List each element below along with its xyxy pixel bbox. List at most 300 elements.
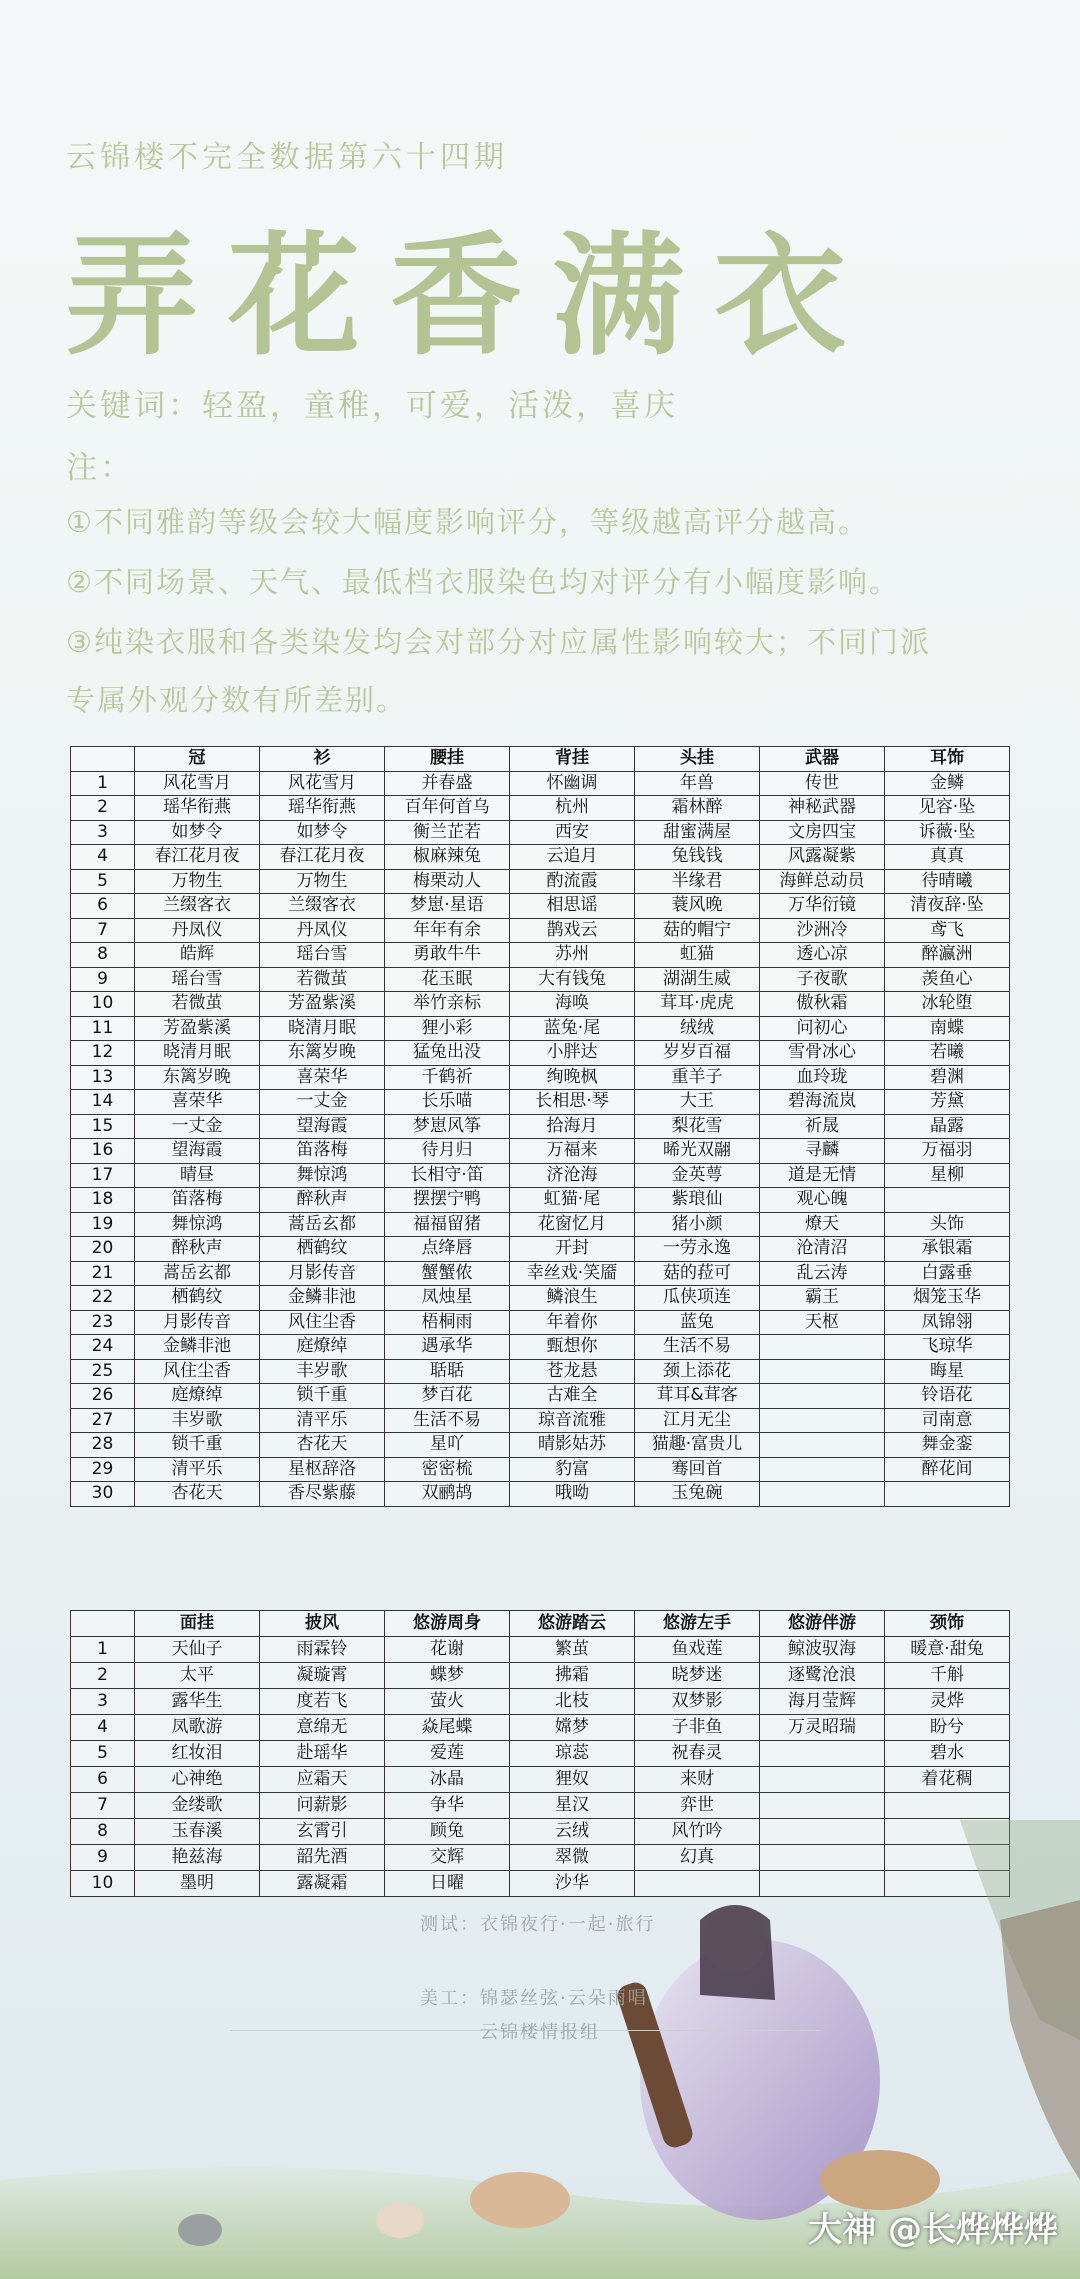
item-cell: 天枢 <box>760 1310 885 1335</box>
item-cell: 长乐喵 <box>385 1090 510 1115</box>
item-cell: 焱尾蝶 <box>385 1715 510 1741</box>
item-cell: 花玉眠 <box>385 967 510 992</box>
item-cell: 冰晶 <box>385 1767 510 1793</box>
table-row <box>71 894 1010 919</box>
table-header-row <box>71 1611 1010 1637</box>
item-cell: 金缕歌 <box>135 1793 260 1819</box>
item-cell: 若微茧 <box>135 992 260 1017</box>
item-cell: 猛兔出没 <box>385 1041 510 1066</box>
rank-cell: 17 <box>71 1163 135 1188</box>
item-cell: 茸耳·虎虎 <box>635 992 760 1017</box>
item-cell: 蟹蟹侬 <box>385 1261 510 1286</box>
item-cell: 庭燎绰 <box>135 1384 260 1409</box>
item-cell: 日曜 <box>385 1871 510 1897</box>
rank-cell: 24 <box>71 1335 135 1360</box>
item-cell: 舞惊鸿 <box>260 1163 385 1188</box>
column-header: 头挂 <box>635 747 760 772</box>
item-cell: 诉薇·坠 <box>885 820 1010 845</box>
column-header: 悠游伴游 <box>760 1611 885 1637</box>
item-cell: 祈晟 <box>760 1114 885 1139</box>
table-row <box>71 1408 1010 1433</box>
item-cell: 长相守·笛 <box>385 1163 510 1188</box>
table-row <box>71 1663 1010 1689</box>
item-cell: 蒿岳玄都 <box>260 1212 385 1237</box>
item-cell: 勇敢牛牛 <box>385 943 510 968</box>
item-cell: 意绵无 <box>260 1715 385 1741</box>
item-cell: 万物生 <box>260 869 385 894</box>
item-cell: 甜蜜满屋 <box>635 820 760 845</box>
item-cell: 争华 <box>385 1793 510 1819</box>
item-cell: 星枢辞洛 <box>260 1457 385 1482</box>
item-cell: 凤歌游 <box>135 1715 260 1741</box>
item-cell: 拂霜 <box>510 1663 635 1689</box>
credit-tester: 测试：衣锦夜行·一起·旅行 <box>420 1914 656 1935</box>
item-cell: 海唤 <box>510 992 635 1017</box>
item-cell: 万灵昭瑞 <box>760 1715 885 1741</box>
item-cell: 碧海流岚 <box>760 1090 885 1115</box>
note-line-3: ③纯染衣服和各类染发均会对部分对应属性影响较大；不同门派 <box>66 625 931 659</box>
item-cell: 风竹吟 <box>635 1819 760 1845</box>
item-cell: 豹富 <box>510 1457 635 1482</box>
rank-cell: 3 <box>71 820 135 845</box>
item-cell: 一丈金 <box>135 1114 260 1139</box>
item-cell: 清平乐 <box>135 1457 260 1482</box>
table-row <box>71 1114 1010 1139</box>
table-row <box>71 1689 1010 1715</box>
table-row <box>71 845 1010 870</box>
table-row <box>71 1041 1010 1066</box>
rank-cell: 9 <box>71 1845 135 1871</box>
table-row <box>71 943 1010 968</box>
item-cell: 飞琼华 <box>885 1335 1010 1360</box>
item-cell: 冰轮堕 <box>885 992 1010 1017</box>
item-cell: 逐鹭沧浪 <box>760 1663 885 1689</box>
item-cell: 千斛 <box>885 1663 1010 1689</box>
item-cell: 弈世 <box>635 1793 760 1819</box>
item-cell: 梅栗动人 <box>385 869 510 894</box>
column-header: 悠游周身 <box>385 1611 510 1637</box>
item-cell: 蒿岳玄都 <box>135 1261 260 1286</box>
note-line-2: ②不同场景、天气、最低档衣服染色均对评分有小幅度影响。 <box>66 565 900 599</box>
item-cell: 风花雪月 <box>260 771 385 796</box>
item-cell: 大有钱兔 <box>510 967 635 992</box>
item-cell: 杏花天 <box>260 1433 385 1458</box>
item-cell: 杭州 <box>510 796 635 821</box>
item-cell: 万物生 <box>135 869 260 894</box>
item-cell: 笛落梅 <box>135 1188 260 1213</box>
item-cell: 望海霞 <box>260 1114 385 1139</box>
item-cell: 神秘武器 <box>760 796 885 821</box>
item-cell: 酌流霞 <box>510 869 635 894</box>
item-cell: 祝春灵 <box>635 1741 760 1767</box>
table-row <box>71 1163 1010 1188</box>
rank-cell: 26 <box>71 1384 135 1409</box>
item-cell: 梦百花 <box>385 1384 510 1409</box>
item-cell: 晓清月眠 <box>260 1016 385 1041</box>
table-row <box>71 1310 1010 1335</box>
item-cell: 庭燎绰 <box>260 1335 385 1360</box>
rank-cell: 9 <box>71 967 135 992</box>
item-cell: 望海霞 <box>135 1139 260 1164</box>
item-cell: 栖鹤纹 <box>135 1286 260 1311</box>
item-cell: 文房四宝 <box>760 820 885 845</box>
item-cell: 骞回首 <box>635 1457 760 1482</box>
rank-cell: 27 <box>71 1408 135 1433</box>
item-cell: 开封 <box>510 1237 635 1262</box>
item-cell: 醉秋声 <box>260 1188 385 1213</box>
column-header: 颈饰 <box>885 1611 1010 1637</box>
item-cell: 丰岁歌 <box>135 1408 260 1433</box>
item-cell: 燎天 <box>760 1212 885 1237</box>
rank-cell: 28 <box>71 1433 135 1458</box>
item-cell: 傲秋霜 <box>760 992 885 1017</box>
item-cell: 西安 <box>510 820 635 845</box>
item-cell <box>760 1793 885 1819</box>
item-cell: 北枝 <box>510 1689 635 1715</box>
item-cell: 艳兹海 <box>135 1845 260 1871</box>
rank-cell: 29 <box>71 1457 135 1482</box>
item-cell: 苏州 <box>510 943 635 968</box>
item-cell: 春江花月夜 <box>135 845 260 870</box>
item-cell: 醉秋声 <box>135 1237 260 1262</box>
table-row <box>71 1090 1010 1115</box>
item-cell: 芳盈紫溪 <box>260 992 385 1017</box>
item-cell <box>760 1384 885 1409</box>
item-cell: 瑶华衔燕 <box>260 796 385 821</box>
item-cell: 舞惊鸿 <box>135 1212 260 1237</box>
item-cell: 翠微 <box>510 1845 635 1871</box>
item-cell: 紫琅仙 <box>635 1188 760 1213</box>
table-row <box>71 820 1010 845</box>
item-cell: 百年何首乌 <box>385 796 510 821</box>
item-cell: 墨明 <box>135 1871 260 1897</box>
rank-cell: 18 <box>71 1188 135 1213</box>
column-header: 悠游踏云 <box>510 1611 635 1637</box>
item-cell: 摆摆宁鸭 <box>385 1188 510 1213</box>
rank-cell: 5 <box>71 1741 135 1767</box>
item-cell: 星柳 <box>885 1163 1010 1188</box>
item-cell: 年年有余 <box>385 918 510 943</box>
rank-cell: 21 <box>71 1261 135 1286</box>
item-cell: 鱼戏莲 <box>635 1637 760 1663</box>
item-cell: 怀幽调 <box>510 771 635 796</box>
item-cell: 沧清沼 <box>760 1237 885 1262</box>
item-cell: 万福羽 <box>885 1139 1010 1164</box>
rank-cell: 7 <box>71 918 135 943</box>
item-cell: 蓝兔 <box>635 1310 760 1335</box>
item-cell: 绒绒 <box>635 1016 760 1041</box>
issue-subtitle: 云锦楼不完全数据第六十四期 <box>66 140 508 175</box>
item-cell: 金鳞 <box>885 771 1010 796</box>
item-cell: 海鲜总动员 <box>760 869 885 894</box>
rank-cell: 14 <box>71 1090 135 1115</box>
item-cell: 金英萼 <box>635 1163 760 1188</box>
rank-cell: 22 <box>71 1286 135 1311</box>
column-header <box>71 1611 135 1637</box>
item-cell: 霸王 <box>760 1286 885 1311</box>
credit-artist: 美工：锦瑟丝弦·云朵雨唱 <box>420 1988 648 2009</box>
item-cell: 心神绝 <box>135 1767 260 1793</box>
item-cell: 问薪影 <box>260 1793 385 1819</box>
rank-cell: 12 <box>71 1041 135 1066</box>
item-cell: 嫦梦 <box>510 1715 635 1741</box>
item-cell: 蓑风晚 <box>635 894 760 919</box>
item-cell <box>760 1741 885 1767</box>
item-cell: 凤烛星 <box>385 1286 510 1311</box>
item-cell: 待月归 <box>385 1139 510 1164</box>
item-cell: 南蝶 <box>885 1016 1010 1041</box>
column-header: 披风 <box>260 1611 385 1637</box>
item-cell: 喜荣华 <box>135 1090 260 1115</box>
item-cell: 风住尘香 <box>260 1310 385 1335</box>
item-cell <box>760 1767 885 1793</box>
column-header <box>71 747 135 772</box>
item-cell: 瑶华衔燕 <box>135 796 260 821</box>
item-cell: 海月莹辉 <box>760 1689 885 1715</box>
item-cell: 点绛唇 <box>385 1237 510 1262</box>
item-cell: 梨花雪 <box>635 1114 760 1139</box>
item-cell: 萤火 <box>385 1689 510 1715</box>
item-cell: 星汉 <box>510 1793 635 1819</box>
item-cell: 丹凤仪 <box>260 918 385 943</box>
item-cell: 梦崽风筝 <box>385 1114 510 1139</box>
rank-cell: 25 <box>71 1359 135 1384</box>
item-cell: 杏花天 <box>135 1482 260 1507</box>
column-header: 悠游左手 <box>635 1611 760 1637</box>
item-cell: 年着你 <box>510 1310 635 1335</box>
item-cell: 小胖达 <box>510 1041 635 1066</box>
item-cell: 栖鹤纹 <box>260 1237 385 1262</box>
table-header-row <box>71 747 1010 772</box>
item-cell: 寻麟 <box>760 1139 885 1164</box>
table-row <box>71 1482 1010 1507</box>
item-cell: 虹猫·尾 <box>510 1188 635 1213</box>
item-cell: 密密梳 <box>385 1457 510 1482</box>
item-cell: 蓝兔·尾 <box>510 1016 635 1041</box>
credit-group: 云锦楼情报组 <box>480 2022 600 2043</box>
item-cell: 幸丝戏·笑靥 <box>510 1261 635 1286</box>
table-row <box>71 1139 1010 1164</box>
note-line-4: 专属外观分数有所差别。 <box>66 683 408 717</box>
item-cell: 幻真 <box>635 1845 760 1871</box>
item-cell: 瑶台雪 <box>260 943 385 968</box>
item-cell: 风住尘香 <box>135 1359 260 1384</box>
item-cell: 丹凤仪 <box>135 918 260 943</box>
item-cell: 问初心 <box>760 1016 885 1041</box>
item-cell: 羡鱼心 <box>885 967 1010 992</box>
item-cell: 重羊子 <box>635 1065 760 1090</box>
item-cell: 乱云涛 <box>760 1261 885 1286</box>
item-cell: 爱莲 <box>385 1741 510 1767</box>
item-cell <box>885 1188 1010 1213</box>
item-cell: 琼蕊 <box>510 1741 635 1767</box>
item-cell: 凤锦翎 <box>885 1310 1010 1335</box>
item-cell <box>760 1335 885 1360</box>
item-cell: 顾兔 <box>385 1819 510 1845</box>
item-cell: 金鳞非池 <box>135 1335 260 1360</box>
item-cell: 韶先酒 <box>260 1845 385 1871</box>
item-cell: 晶露 <box>885 1114 1010 1139</box>
item-cell: 锁千重 <box>135 1433 260 1458</box>
rank-cell: 10 <box>71 1871 135 1897</box>
item-cell: 云绒 <box>510 1819 635 1845</box>
item-cell: 春江花月夜 <box>260 845 385 870</box>
rank-cell: 11 <box>71 1016 135 1041</box>
column-header: 武器 <box>760 747 885 772</box>
item-cell: 风露凝紫 <box>760 845 885 870</box>
column-header: 冠 <box>135 747 260 772</box>
item-cell <box>885 1482 1010 1507</box>
table-row <box>71 1715 1010 1741</box>
item-cell: 琼音流雅 <box>510 1408 635 1433</box>
item-cell: 猫趣·富贵儿 <box>635 1433 760 1458</box>
column-header: 耳饰 <box>885 747 1010 772</box>
item-cell: 白露垂 <box>885 1261 1010 1286</box>
item-cell: 玄霄引 <box>260 1819 385 1845</box>
table-row <box>71 1767 1010 1793</box>
rank-cell: 6 <box>71 894 135 919</box>
table-row <box>71 796 1010 821</box>
item-cell: 见容·坠 <box>885 796 1010 821</box>
item-cell: 双鹂鸪 <box>385 1482 510 1507</box>
item-cell: 交辉 <box>385 1845 510 1871</box>
rank-cell: 23 <box>71 1310 135 1335</box>
item-cell: 菇的帽宁 <box>635 918 760 943</box>
item-cell: 月影传音 <box>260 1261 385 1286</box>
item-cell: 晓梦迷 <box>635 1663 760 1689</box>
table-row <box>71 1741 1010 1767</box>
item-cell: 露凝霜 <box>260 1871 385 1897</box>
item-cell: 繁茧 <box>510 1637 635 1663</box>
table-row <box>71 771 1010 796</box>
column-header: 腰挂 <box>385 747 510 772</box>
item-cell: 霜林醉 <box>635 796 760 821</box>
item-cell: 东篱岁晚 <box>135 1065 260 1090</box>
item-cell: 双梦影 <box>635 1689 760 1715</box>
item-cell: 醉瀛洲 <box>885 943 1010 968</box>
item-cell: 碧渊 <box>885 1065 1010 1090</box>
item-cell: 云追月 <box>510 845 635 870</box>
item-cell: 风花雪月 <box>135 771 260 796</box>
item-cell: 济沧海 <box>510 1163 635 1188</box>
item-cell: 子非鱼 <box>635 1715 760 1741</box>
item-cell: 一丈金 <box>260 1090 385 1115</box>
item-cell: 年兽 <box>635 771 760 796</box>
item-cell: 江月无尘 <box>635 1408 760 1433</box>
item-cell: 凝璇霄 <box>260 1663 385 1689</box>
rank-cell: 2 <box>71 1663 135 1689</box>
item-cell: 拾海月 <box>510 1114 635 1139</box>
table-row <box>71 967 1010 992</box>
item-cell: 晓清月眠 <box>135 1041 260 1066</box>
item-cell: 碧水 <box>885 1741 1010 1767</box>
item-cell: 万福来 <box>510 1139 635 1164</box>
item-cell: 大王 <box>635 1090 760 1115</box>
item-cell: 清平乐 <box>260 1408 385 1433</box>
rank-cell: 2 <box>71 796 135 821</box>
item-cell: 狸奴 <box>510 1767 635 1793</box>
item-cell: 相思谣 <box>510 894 635 919</box>
watermark: 大神 @长烨烨烨 <box>808 2210 1058 2250</box>
column-header: 衫 <box>260 747 385 772</box>
item-cell: 长相思·琴 <box>510 1090 635 1115</box>
item-cell: 子夜歌 <box>760 967 885 992</box>
item-cell: 太平 <box>135 1663 260 1689</box>
item-cell: 生活不易 <box>385 1408 510 1433</box>
column-header: 面挂 <box>135 1611 260 1637</box>
item-cell: 铃语花 <box>885 1384 1010 1409</box>
item-cell: 烟笼玉华 <box>885 1286 1010 1311</box>
note-line-1: ①不同雅韵等级会较大幅度影响评分，等级越高评分越高。 <box>66 505 869 539</box>
item-cell: 着花稠 <box>885 1767 1010 1793</box>
item-cell: 福福留猪 <box>385 1212 510 1237</box>
item-cell: 花窗忆月 <box>510 1212 635 1237</box>
rank-cell: 10 <box>71 992 135 1017</box>
table-row <box>71 1335 1010 1360</box>
item-cell: 蝶梦 <box>385 1663 510 1689</box>
item-cell: 锁千重 <box>260 1384 385 1409</box>
item-cell: 血玲珑 <box>760 1065 885 1090</box>
item-cell: 若微茧 <box>260 967 385 992</box>
note-label: 注： <box>66 450 134 486</box>
rank-cell: 13 <box>71 1065 135 1090</box>
item-cell: 盼兮 <box>885 1715 1010 1741</box>
item-cell: 红妆泪 <box>135 1741 260 1767</box>
rank-cell: 3 <box>71 1689 135 1715</box>
item-cell: 哦呦 <box>510 1482 635 1507</box>
item-cell <box>885 1793 1010 1819</box>
item-cell: 头饰 <box>885 1212 1010 1237</box>
item-cell: 天仙子 <box>135 1637 260 1663</box>
item-cell: 兔钱钱 <box>635 845 760 870</box>
column-header: 背挂 <box>510 747 635 772</box>
item-cell: 鸢飞 <box>885 918 1010 943</box>
item-cell: 醉花间 <box>885 1457 1010 1482</box>
rank-cell: 8 <box>71 1819 135 1845</box>
item-cell: 真真 <box>885 845 1010 870</box>
item-cell: 如梦令 <box>135 820 260 845</box>
table-row <box>71 1457 1010 1482</box>
item-cell: 露华生 <box>135 1689 260 1715</box>
table-row <box>71 1359 1010 1384</box>
rank-cell: 20 <box>71 1237 135 1262</box>
rank-cell: 1 <box>71 771 135 796</box>
item-cell: 绚晚枫 <box>510 1065 635 1090</box>
page-title: 弄花香满衣 <box>66 220 876 374</box>
item-cell: 茸耳&茸客 <box>635 1384 760 1409</box>
rank-cell: 16 <box>71 1139 135 1164</box>
item-cell: 承银霜 <box>885 1237 1010 1262</box>
item-cell: 舞金銮 <box>885 1433 1010 1458</box>
item-cell: 菇的菈可 <box>635 1261 760 1286</box>
item-cell: 一劳永逸 <box>635 1237 760 1262</box>
item-cell: 沙洲冷 <box>760 918 885 943</box>
item-cell: 芳黛 <box>885 1090 1010 1115</box>
item-cell: 皓辉 <box>135 943 260 968</box>
item-cell: 岁岁百福 <box>635 1041 760 1066</box>
item-cell: 梧桐雨 <box>385 1310 510 1335</box>
item-cell: 颈上添花 <box>635 1359 760 1384</box>
table-row <box>71 1212 1010 1237</box>
table-row <box>71 918 1010 943</box>
item-cell: 丰岁歌 <box>260 1359 385 1384</box>
item-cell: 赴瑶华 <box>260 1741 385 1767</box>
item-cell: 瑶台雪 <box>135 967 260 992</box>
item-cell: 古难全 <box>510 1384 635 1409</box>
rank-cell: 6 <box>71 1767 135 1793</box>
item-cell: 灵烨 <box>885 1689 1010 1715</box>
item-cell: 东篱岁晚 <box>260 1041 385 1066</box>
